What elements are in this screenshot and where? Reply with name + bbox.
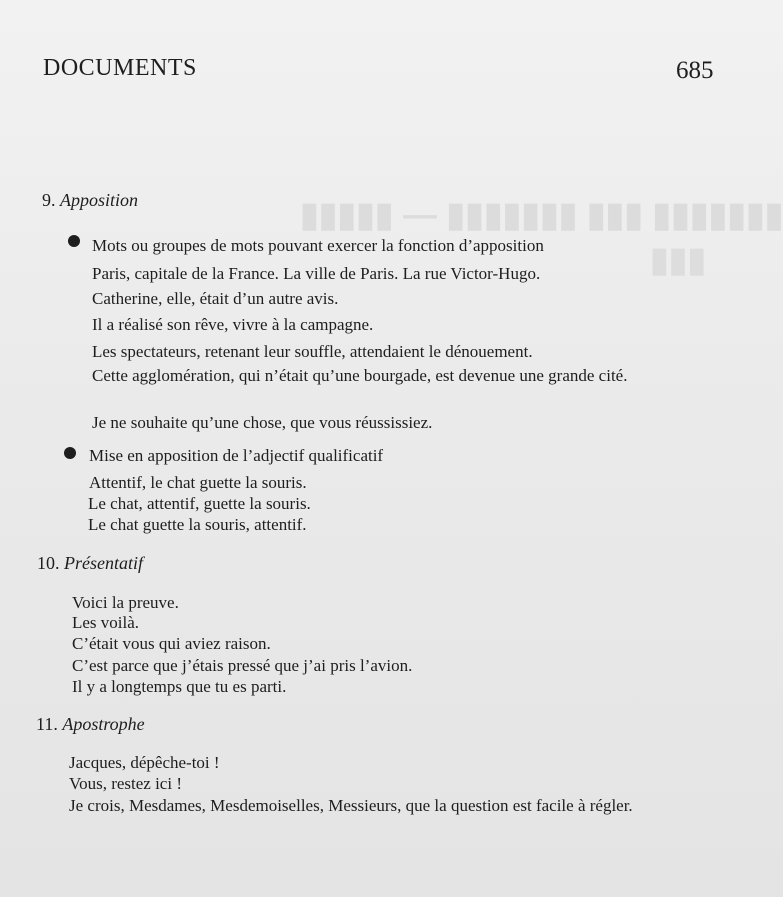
example-line: C’est parce que j’étais pressé que j’ai pris l’avion. [72, 656, 413, 675]
section-heading-presentatif [37, 553, 143, 574]
section-number: 9. [42, 190, 56, 210]
example-line: Les voilà. [72, 613, 140, 632]
example-line: Paris, capitale de la France. La ville de Paris. La rue Victor-Hugo. [92, 264, 541, 283]
example-line: Vous, restez ici ! [69, 774, 182, 793]
subsection-heading: Mise en apposition de l’adjectif qualificatif [89, 446, 384, 465]
example-line: Je crois, Mesdames, Mesdemoiselles, Messieurs, que la question est facile à régler. [69, 796, 633, 815]
example-line: Voici la preuve. [72, 593, 179, 612]
bullet-icon [68, 235, 80, 247]
subsection-heading: Mots ou groupes de mots pouvant exercer la fonction d’apposition [92, 236, 544, 255]
section-title: Présentatif [64, 553, 143, 573]
example-line: Il a réalisé son rêve, vivre à la campagne. [92, 315, 374, 334]
example-line: Le chat, attentif, guette la souris. [88, 494, 311, 513]
example-line: Le chat guette la souris, attentif. [88, 515, 307, 534]
example-line: Attentif, le chat guette la souris. [89, 473, 307, 492]
example-line: Catherine, elle, était d’un autre avis. [92, 289, 339, 308]
example-line: Les spectateurs, retenant leur souffle, attendaient le dénouement. [92, 342, 533, 361]
running-header-title: DOCUMENTS [43, 55, 197, 81]
example-line: Jacques, dépêche-toi ! [69, 753, 220, 772]
example-line: Je ne souhaite qu’une chose, que vous réussissiez. [92, 413, 433, 432]
section-heading-apostrophe [36, 714, 145, 735]
bleed-through-heading-2: ▮▮▮ [650, 241, 707, 279]
example-line: C’était vous qui aviez raison. [72, 634, 271, 653]
section-title: Apposition [60, 190, 139, 210]
bleed-through-heading: ▮▮▮▮▮▮▮ ▮▮▮ ▮▮▮▮▮▮▮ — ▮▮▮▮▮ [300, 196, 783, 234]
example-line: Cette agglomération, qui n’était qu’une bourgade, est devenue une grande cité. [92, 366, 628, 385]
section-number: 11. [36, 714, 58, 734]
section-number: 10. [37, 553, 60, 573]
bullet-icon [64, 447, 76, 459]
example-line: Il y a longtemps que tu es parti. [72, 677, 287, 696]
page-number: 685 [676, 57, 714, 84]
section-title: Apostrophe [62, 714, 145, 734]
section-heading-apposition [42, 190, 138, 211]
